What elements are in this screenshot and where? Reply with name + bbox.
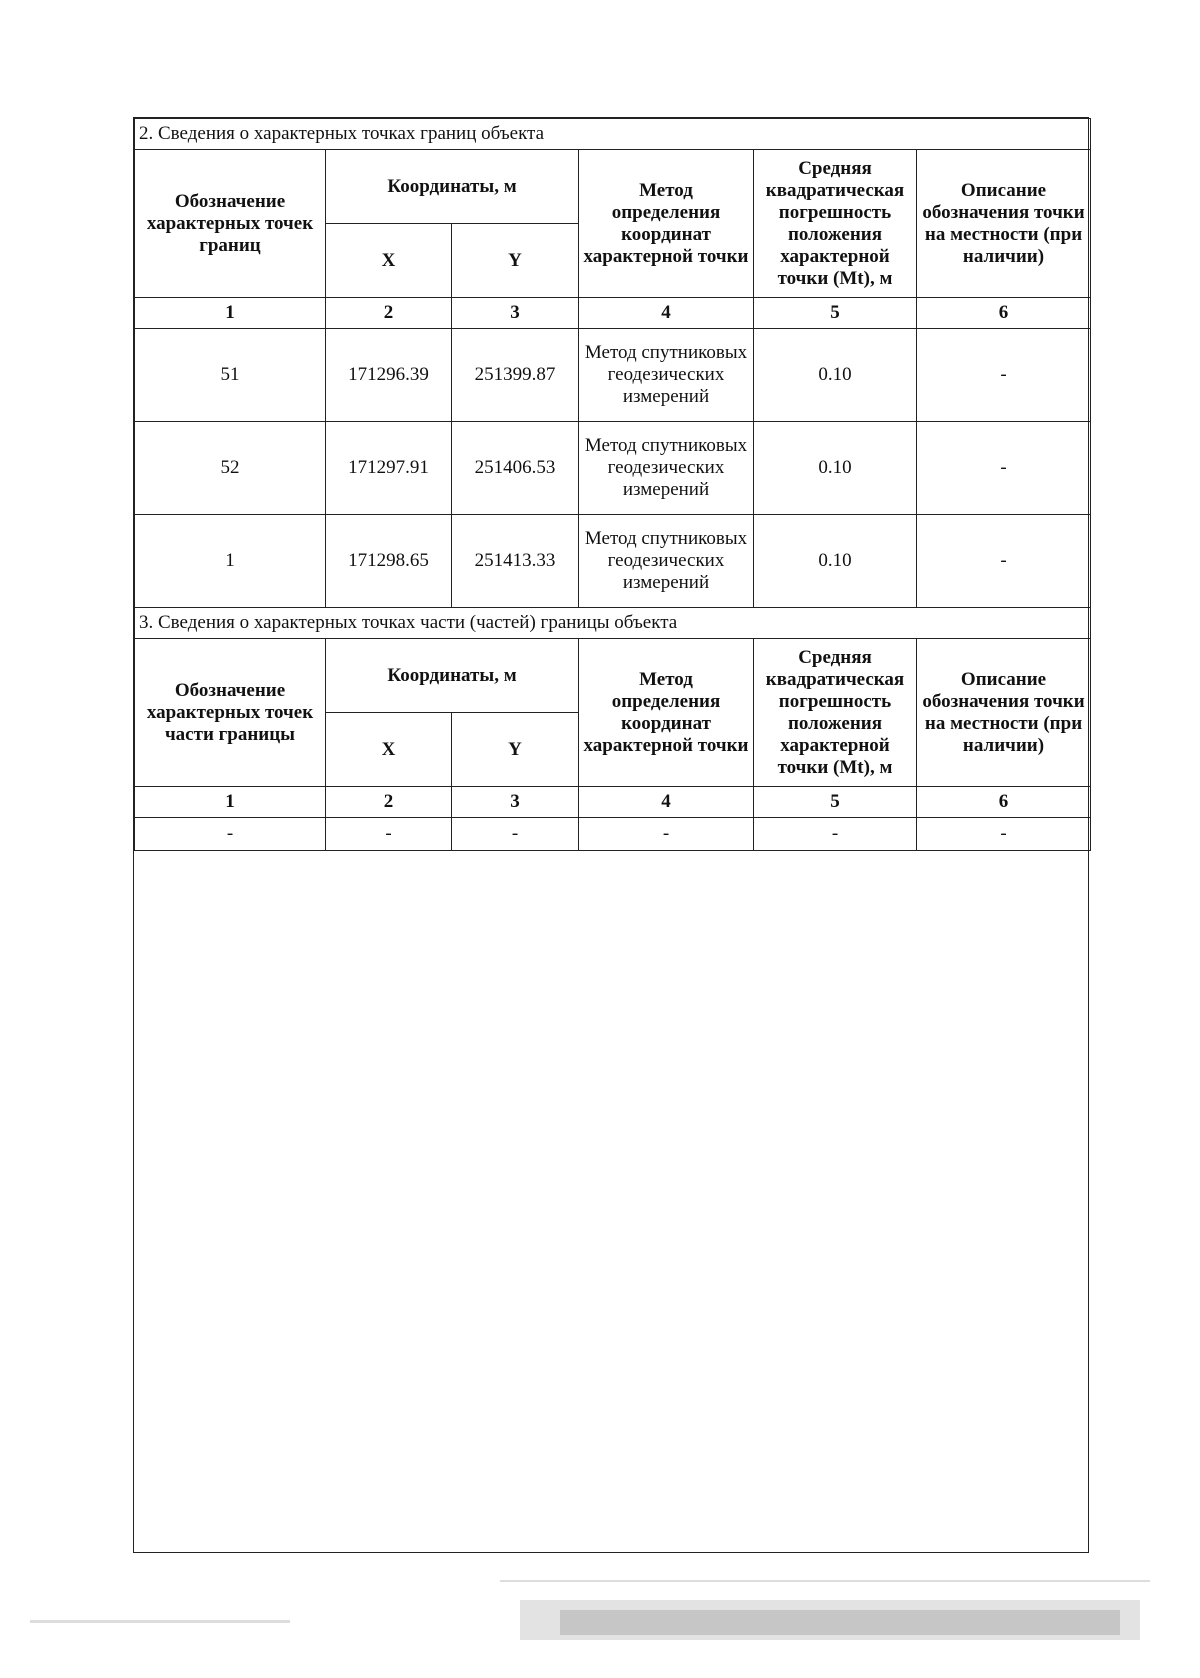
method: Метод спутниковых геодезических измерений [579,329,754,422]
error: 0.10 [754,329,917,422]
method: Метод спутниковых геодезических измерений [579,515,754,608]
header-x: X [326,224,452,298]
coord-x: 171296.39 [326,329,452,422]
description: - [917,818,1091,851]
column-number: 3 [452,298,579,329]
header-y: Y [452,713,579,787]
header-method: Метод определения координат характерной точки [579,150,754,298]
section3-title: 3. Сведения о характерных точках части (частей) границы объекта [135,608,1091,639]
method: - [579,818,754,851]
table-row [135,515,1091,608]
header-x: X [326,713,452,787]
header-method: Метод определения координат характерной точки [579,639,754,787]
column-number: 4 [579,787,754,818]
column-number: 6 [917,298,1091,329]
point-id: 1 [135,515,326,608]
point-id: - [135,818,326,851]
error: - [754,818,917,851]
column-number: 6 [917,787,1091,818]
coord-y: - [452,818,579,851]
boundary-points-table [134,118,1091,851]
section2-title: 2. Сведения о характерных точках границ объекта [135,119,1091,150]
coord-y: 251413.33 [452,515,579,608]
column-number: 3 [452,787,579,818]
method: Метод спутниковых геодезических измерений [579,422,754,515]
column-number: 2 [326,787,452,818]
column-number: 1 [135,787,326,818]
coord-x: 171298.65 [326,515,452,608]
description: - [917,515,1091,608]
column-number-row [135,298,1091,329]
column-number: 1 [135,298,326,329]
column-number: 2 [326,298,452,329]
header-error: Средняя квадратическая погрешность положения характерной точки (Mt), м [754,150,917,298]
header-error: Средняя квадратическая погрешность положения характерной точки (Mt), м [754,639,917,787]
point-id: 51 [135,329,326,422]
header-designation: Обозначение характерных точек границ [135,150,326,298]
table-row [135,329,1091,422]
header-designation: Обозначение характерных точек части границы [135,639,326,787]
column-number-row [135,787,1091,818]
description: - [917,329,1091,422]
table-row [135,818,1091,851]
header-coordinates: Координаты, м [326,150,579,224]
point-id: 52 [135,422,326,515]
coord-y: 251406.53 [452,422,579,515]
column-number: 5 [754,298,917,329]
coord-x: 171297.91 [326,422,452,515]
column-number: 4 [579,298,754,329]
error: 0.10 [754,422,917,515]
coord-y: 251399.87 [452,329,579,422]
coord-x: - [326,818,452,851]
header-y: Y [452,224,579,298]
table-row [135,422,1091,515]
scan-noise [0,1560,1200,1670]
header-description: Описание обозначения точки на местности (при наличии) [917,150,1091,298]
header-description: Описание обозначения точки на местности (при наличии) [917,639,1091,787]
document-frame [133,117,1089,1553]
column-number: 5 [754,787,917,818]
error: 0.10 [754,515,917,608]
header-coordinates: Координаты, м [326,639,579,713]
description: - [917,422,1091,515]
